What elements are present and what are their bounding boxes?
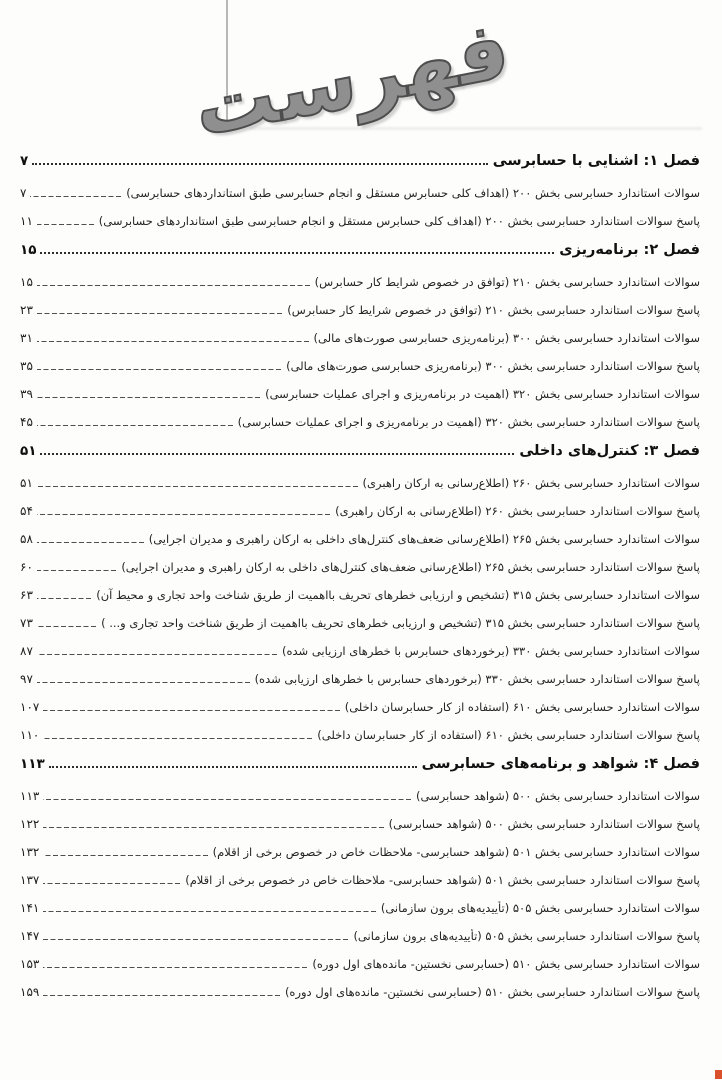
dashed-leader-line: [43, 816, 383, 828]
toc-entry-label: پاسخ سوالات استاندارد حسابرسی بخش ۵۰۱ (شواهد حسابرسی- ملاحظات خاص در خصوص برخی از اقلام): [185, 873, 700, 887]
toc-entry-label: پاسخ سوالات استاندارد حسابرسی بخش ۳۰۰ (برنامه‌ریزی حسابرسی صورت‌های مالی): [286, 359, 700, 373]
toc-entry-label: پاسخ سوالات استاندارد حسابرسی بخش ۶۱۰ (استفاده از کار حسابرسان داخلی): [317, 728, 700, 742]
toc-entry-label: سوالات استاندارد حسابرسی بخش ۲۶۵ (اطلاع‌رسانی ضعف‌های کنترل‌های داخلی به ارکان راهبری و مدیران اجرایی): [148, 532, 700, 546]
toc-entry-page-number: ۶۳: [20, 588, 33, 602]
page-header: [0, 0, 722, 156]
dashed-leader-line: [43, 727, 312, 739]
toc-entry-row: [20, 330, 700, 358]
toc-chapter-title: فصل ۲: برنامه‌ریزی: [559, 242, 700, 258]
toc-entry-row: [20, 503, 700, 531]
toc-entry-label: سوالات استاندارد حسابرسی بخش ۲۱۰ (توافق در خصوص شرایط کار حسابرس): [314, 275, 700, 289]
toc-chapter-title: فصل ۱: آشنایی با حسابرسی: [492, 153, 700, 169]
toc-entry-label: پاسخ سوالات استاندارد حسابرسی بخش ۳۲۰ (اهمیت در برنامه‌ریزی و اجرای عملیات حسابرسی): [237, 415, 700, 429]
toc-entry-page-number: ۱۱: [20, 214, 33, 228]
toc-entry-label: سوالات استاندارد حسابرسی بخش ۳۱۵ (تشخیص و ارزیابی خطرهای تحریف بااهمیت از طریق شناخت واحد تجاری و محیط آن): [96, 588, 700, 602]
toc-entry-page-number: ۳۹: [20, 387, 33, 401]
toc-entry-label: پاسخ سوالات استاندارد حسابرسی بخش ۲۱۰ (توافق در خصوص شرایط کار حسابرس): [287, 303, 700, 317]
dotted-leader-line: [40, 442, 514, 455]
toc-chapter-row: [20, 442, 700, 475]
toc-entry-label: سوالات استاندارد حسابرسی بخش ۵۰۱ (شواهد حسابرسی- ملاحظات خاص در خصوص برخی از اقلام): [212, 845, 700, 859]
dashed-leader-line: [37, 615, 96, 627]
toc-entry-row: [20, 358, 700, 386]
dashed-leader-line: [37, 643, 277, 655]
toc-entry-page-number: ۳۵: [20, 359, 33, 373]
dashed-leader-line: [37, 587, 91, 599]
dashed-leader-line: [43, 956, 307, 968]
toc-entry-row: [20, 727, 700, 755]
toc-entry-page-number: ۱۱۳: [20, 789, 40, 803]
toc-entry-page-number: ۱۵: [20, 275, 33, 289]
toc-entry-row: [20, 956, 700, 984]
toc-chapter-page-number: ۱۵: [20, 242, 37, 258]
toc-entry-page-number: ۷: [20, 186, 27, 200]
toc-chapter-page-number: ۷: [20, 153, 29, 169]
toc-entry-page-number: ۱۳۲: [20, 845, 40, 859]
dashed-leader-line: [37, 358, 281, 370]
dashed-leader-line: [43, 699, 339, 711]
toc-entry-row: [20, 274, 700, 302]
toc-entry-label: سوالات استاندارد حسابرسی بخش ۲۰۰ (اهداف کلی حسابرس مستقل و انجام حسابرسی طبق استانداردهای حسابرسی): [126, 186, 700, 200]
dashed-leader-line: [37, 302, 282, 314]
toc-entry-row: [20, 615, 700, 643]
toc-entry-row: [20, 475, 700, 503]
toc-entry-label: پاسخ سوالات استاندارد حسابرسی بخش ۳۱۵ (تشخیص و ارزیابی خطرهای تحریف بااهمیت از طریق شناخت واحد تجاری و... ): [101, 616, 700, 630]
dashed-leader-line: [43, 900, 376, 912]
toc-entry-label: پاسخ سوالات استاندارد حسابرسی بخش ۵۰۵ (تأییدیه‌های برون سازمانی): [353, 929, 700, 943]
dashed-leader-line: [43, 928, 348, 940]
table-of-contents: [20, 152, 700, 1012]
toc-entry-row: [20, 185, 700, 213]
dashed-leader-line: [37, 330, 309, 342]
dashed-leader-line: [37, 386, 260, 398]
dashed-leader-line: [37, 475, 358, 487]
dashed-leader-line: [37, 671, 250, 683]
toc-entry-page-number: ۶۰: [20, 560, 33, 574]
toc-entry-label: سوالات استاندارد حسابرسی بخش ۵۰۵ (تأییدیه‌های برون سازمانی): [380, 901, 700, 915]
toc-entry-label: سوالات استاندارد حسابرسی بخش ۳۳۰ (برخوردهای حسابرس با خطرهای ارزیابی شده): [281, 644, 700, 658]
dotted-leader-line: [32, 152, 488, 165]
toc-entry-row: [20, 671, 700, 699]
dashed-leader-line: [43, 872, 180, 884]
dashed-leader-line: [43, 844, 207, 856]
toc-entry-row: [20, 872, 700, 900]
toc-entry-page-number: ۱۰۷: [20, 700, 40, 714]
toc-entry-page-number: ۱۱۰: [20, 728, 40, 742]
toc-chapter-page-number: ۱۱۳: [20, 756, 45, 772]
toc-entry-row: [20, 788, 700, 816]
toc-entry-page-number: ۵۸: [20, 532, 33, 546]
toc-entry-row: [20, 699, 700, 727]
toc-entry-label: پاسخ سوالات استاندارد حسابرسی بخش ۲۰۰ (اهداف کلی حسابرس مستقل و انجام حسابرسی طبق استانداردهای حسابرسی): [98, 214, 700, 228]
dotted-leader-line: [40, 241, 554, 254]
toc-chapter-row: [20, 755, 700, 788]
toc-entry-page-number: ۳۱: [20, 331, 33, 345]
toc-chapter-page-number: ۵۱: [20, 443, 37, 459]
toc-entry-row: [20, 984, 700, 1012]
toc-entry-page-number: ۸۷: [20, 644, 33, 658]
toc-entry-page-number: ۵۱: [20, 476, 33, 490]
toc-entry-row: [20, 587, 700, 615]
toc-entry-label: سوالات استاندارد حسابرسی بخش ۶۱۰ (استفاده از کار حسابرسان داخلی): [344, 700, 700, 714]
toc-entry-page-number: ۱۵۳: [20, 957, 40, 971]
dashed-leader-line: [37, 414, 233, 426]
toc-entry-row: [20, 643, 700, 671]
dashed-leader-line: [43, 788, 411, 800]
toc-entry-page-number: ۴۵: [20, 415, 33, 429]
toc-chapter-row: [20, 152, 700, 185]
toc-entry-label: سوالات استاندارد حسابرسی بخش ۳۰۰ (برنامه‌ریزی حسابرسی صورت‌های مالی): [313, 331, 700, 345]
toc-entry-page-number: ۹۷: [20, 672, 33, 686]
toc-entry-page-number: ۲۳: [20, 303, 33, 317]
toc-entry-row: [20, 816, 700, 844]
dashed-leader-line: [43, 984, 280, 996]
toc-chapter-row: [20, 241, 700, 274]
toc-entry-row: [20, 900, 700, 928]
toc-entry-row: [20, 844, 700, 872]
toc-entry-page-number: ۱۵۹: [20, 985, 40, 999]
dashed-leader-line: [37, 559, 116, 571]
toc-entry-label: پاسخ سوالات استاندارد حسابرسی بخش ۵۰۰ (شواهد حسابرسی): [388, 817, 700, 831]
toc-entry-label: پاسخ سوالات استاندارد حسابرسی بخش ۳۳۰ (برخوردهای حسابرس با خطرهای ارزیابی شده): [254, 672, 700, 686]
toc-entry-page-number: ۱۲۲: [20, 817, 40, 831]
toc-entry-page-number: ۷۳: [20, 616, 33, 630]
corner-scan-mark: [715, 1070, 722, 1079]
toc-entry-row: [20, 302, 700, 330]
dashed-leader-line: [37, 503, 330, 515]
toc-entry-row: [20, 213, 700, 241]
toc-entry-page-number: ۱۴۷: [20, 929, 40, 943]
dashed-leader-line: [37, 531, 144, 543]
toc-chapter-title: فصل ۳: کنترل‌های داخلی: [519, 443, 700, 459]
toc-entry-label: سوالات استاندارد حسابرسی بخش ۳۲۰ (اهمیت در برنامه‌ریزی و اجرای عملیات حسابرسی): [265, 387, 700, 401]
toc-entry-label: سوالات استاندارد حسابرسی بخش ۵۱۰ (حسابرسی نخستین- مانده‌های اول دوره): [312, 957, 700, 971]
dashed-leader-line: [30, 185, 121, 197]
toc-entry-label: پاسخ سوالات استاندارد حسابرسی بخش ۲۶۰ (اطلاع‌رسانی به ارکان راهبری): [335, 504, 700, 518]
toc-entry-row: [20, 559, 700, 587]
toc-entry-row: [20, 386, 700, 414]
toc-entry-page-number: ۵۴: [20, 504, 33, 518]
toc-chapter-title: فصل ۴: شواهد و برنامه‌های حسابرسی: [421, 756, 700, 772]
toc-entry-label: پاسخ سوالات استاندارد حسابرسی بخش ۲۶۵ (اطلاع‌رسانی ضعف‌های کنترل‌های داخلی به ارکان راهبری و مدیران اجرایی): [121, 560, 700, 574]
toc-entry-label: سوالات استاندارد حسابرسی بخش ۵۰۰ (شواهد حسابرسی): [416, 789, 700, 803]
page-title-calligraphy: فهرست: [190, 1, 514, 156]
dotted-leader-line: [49, 755, 417, 768]
toc-entry-label: سوالات استاندارد حسابرسی بخش ۲۶۰ (اطلاع‌رسانی به ارکان راهبری): [362, 476, 700, 490]
toc-entry-page-number: ۱۳۷: [20, 873, 40, 887]
toc-entry-label: پاسخ سوالات استاندارد حسابرسی بخش ۵۱۰ (حسابرسی نخستین- مانده‌های اول دوره): [284, 985, 700, 999]
toc-entry-row: [20, 414, 700, 442]
toc-entry-row: [20, 531, 700, 559]
dashed-leader-line: [37, 274, 310, 286]
toc-entry-row: [20, 928, 700, 956]
dashed-leader-line: [37, 213, 94, 225]
toc-entry-page-number: ۱۴۱: [20, 901, 40, 915]
